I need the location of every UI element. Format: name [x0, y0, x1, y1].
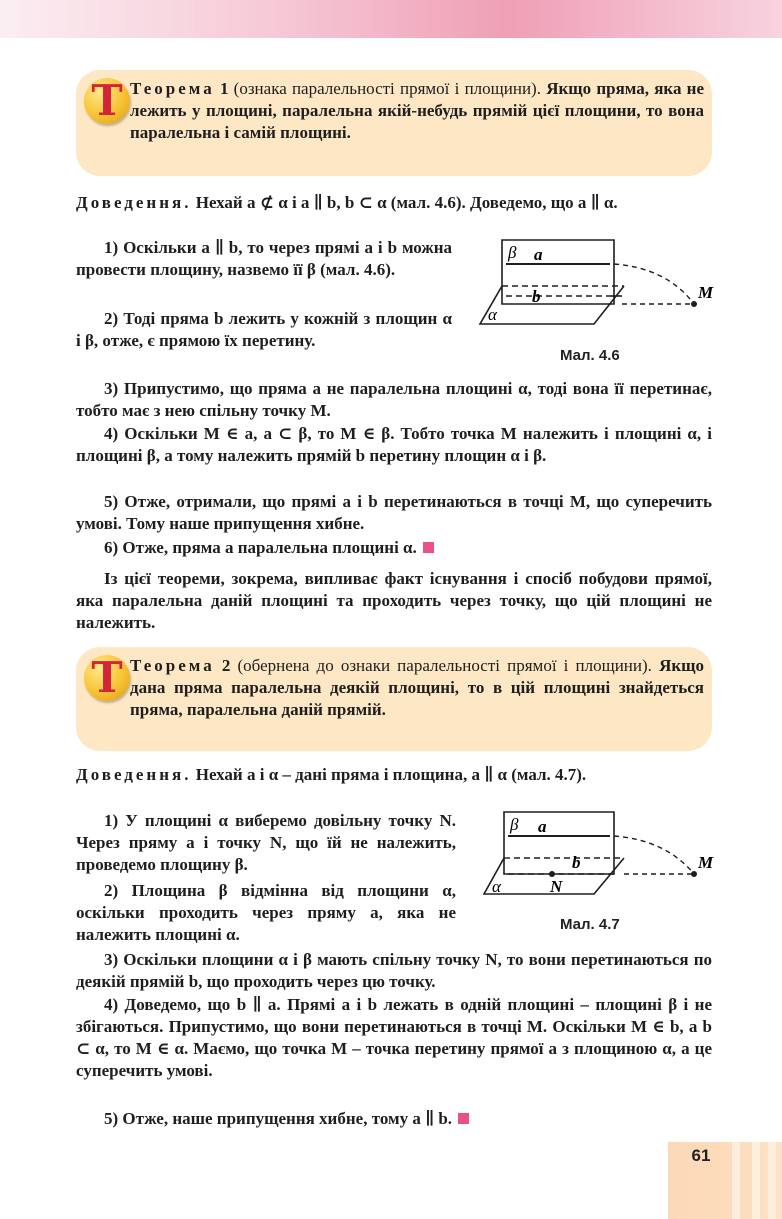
figure-4-7-caption: Мал. 4.7 [560, 916, 620, 933]
proof-2-step-2: 2) Площина β відмінна від площини α, оскільки проходить через пряму a, яка не належить площині α. [76, 881, 456, 944]
figure-4-7 [476, 808, 722, 910]
theorem-number: 2 [221, 656, 231, 675]
qed-square-icon [458, 1113, 469, 1124]
label-a: a [534, 245, 543, 264]
label-beta: β [508, 243, 517, 262]
proof-intro-text: Нехай a і α – дані пряма і площина, a ∥ α (мал. 4.7). [195, 765, 587, 784]
plane-beta [502, 240, 614, 304]
theorem-badge-letter: Т [91, 653, 123, 702]
theorem-badge-letter: Т [91, 76, 123, 125]
label-beta: β [510, 815, 519, 834]
label-M: M [698, 283, 714, 302]
qed-square-icon [423, 542, 434, 553]
proof-2-intro [76, 764, 712, 786]
label-b: b [572, 853, 581, 872]
figure-4-6 [472, 236, 722, 340]
theorem-1-box [76, 70, 712, 176]
proof-1-step-4: 4) Оскільки M ∈ a, a ⊂ β, то M ∈ β. Тобто точка M належить і площині α, і площині β, а тому належить прямій b перетину площин α і β. [76, 424, 712, 465]
theorem-title: (обернена до ознаки паралельності прямої і площини). [237, 656, 652, 675]
proof-1-step-2: 2) Тоді пряма b лежить у кожній з площин α і β, отже, є прямою їх перетину. [76, 309, 452, 350]
theorem-2-text [130, 655, 704, 721]
proof-1-intro [76, 192, 712, 214]
figure-4-6-caption: Мал. 4.6 [560, 347, 620, 364]
theorem-label: Теорема [130, 79, 215, 98]
label-b: b [532, 287, 541, 306]
point-M [691, 301, 697, 307]
theorem-badge-icon [84, 78, 130, 124]
label-a: a [538, 817, 547, 836]
proof-2-step-4: 4) Доведемо, що b ∥ a. Прямі a і b лежать в одній площині – площині β і не збігаються. Припустимо, що вони перетинаються в точці M. Оскільки M ∈ b, а b ⊂ α, то M ∈ α. Маємо, що точка M – точка перетину прямої a з площиною α, а це суперечить умові. [76, 995, 712, 1080]
theorem-label: Теорема [130, 656, 215, 675]
proof-intro-text: Нехай a ⊄ α і a ∥ b, b ⊂ α (мал. 4.6). Доведемо, що a ∥ α. [195, 193, 618, 212]
page-number: 61 [691, 1146, 711, 1165]
proof-1-step-5: 5) Отже, отримали, що прямі a і b перетинаються в точці M, що суперечить умові. Тому наше припущення хибне. [76, 492, 712, 533]
label-M: M [698, 853, 714, 872]
proof-2-step-5: 5) Отже, наше припущення хибне, тому a ∥ b. [76, 1108, 712, 1130]
proof-2-step-1: 1) У площині α виберемо довільну точку N. Через пряму a і точку N, що їй не належить, проведемо площину β. [76, 811, 456, 874]
proof-label: Доведення. [76, 765, 192, 784]
label-N: N [550, 877, 563, 896]
label-alpha: α [492, 877, 501, 896]
proof-2-step-3: 3) Оскільки площини α і β мають спільну точку N, то вони перетинаються по деякій прямій b, що проходить через цю точку. [76, 950, 712, 991]
proof-1-step-1: 1) Оскільки a ∥ b, то через прямі a і b можна провести площину, назвемо її β (мал. 4.6). [76, 238, 452, 279]
proof-1-step-6: 6) Отже, пряма a паралельна площині α. [76, 537, 712, 559]
theorem-title: (ознака паралельності прямої і площини). [233, 79, 541, 98]
theorem-badge-icon [84, 655, 130, 701]
proof-1-step-3: 3) Припустимо, що пряма a не паралельна площині α, тоді вона її перетинає, тобто має з нею спільну точку M. [76, 379, 712, 420]
theorem-2-box [76, 647, 712, 751]
plane-beta [504, 812, 614, 874]
top-decorative-band [0, 0, 782, 38]
theorem-statement: Якщо дана пряма паралельна деякій площині, то в цій площині знайдеться пряма, паралельна даній прямій. [130, 656, 704, 719]
theorem-statement: Якщо пряма, яка не лежить у площині, паралельна якій-небудь прямій цієї площини, то вона паралельна і самій площині. [130, 79, 705, 142]
corollary-paragraph: Із цієї теореми, зокрема, випливає факт існування і спосіб побудови прямої, яка паралельна даній площині та проходить через точку, що цій площині не належить. [76, 569, 712, 632]
theorem-number: 1 [219, 79, 229, 98]
proof-label: Доведення. [76, 193, 192, 212]
theorem-1-text [130, 78, 704, 144]
label-alpha: α [488, 305, 497, 324]
point-M [691, 871, 697, 877]
